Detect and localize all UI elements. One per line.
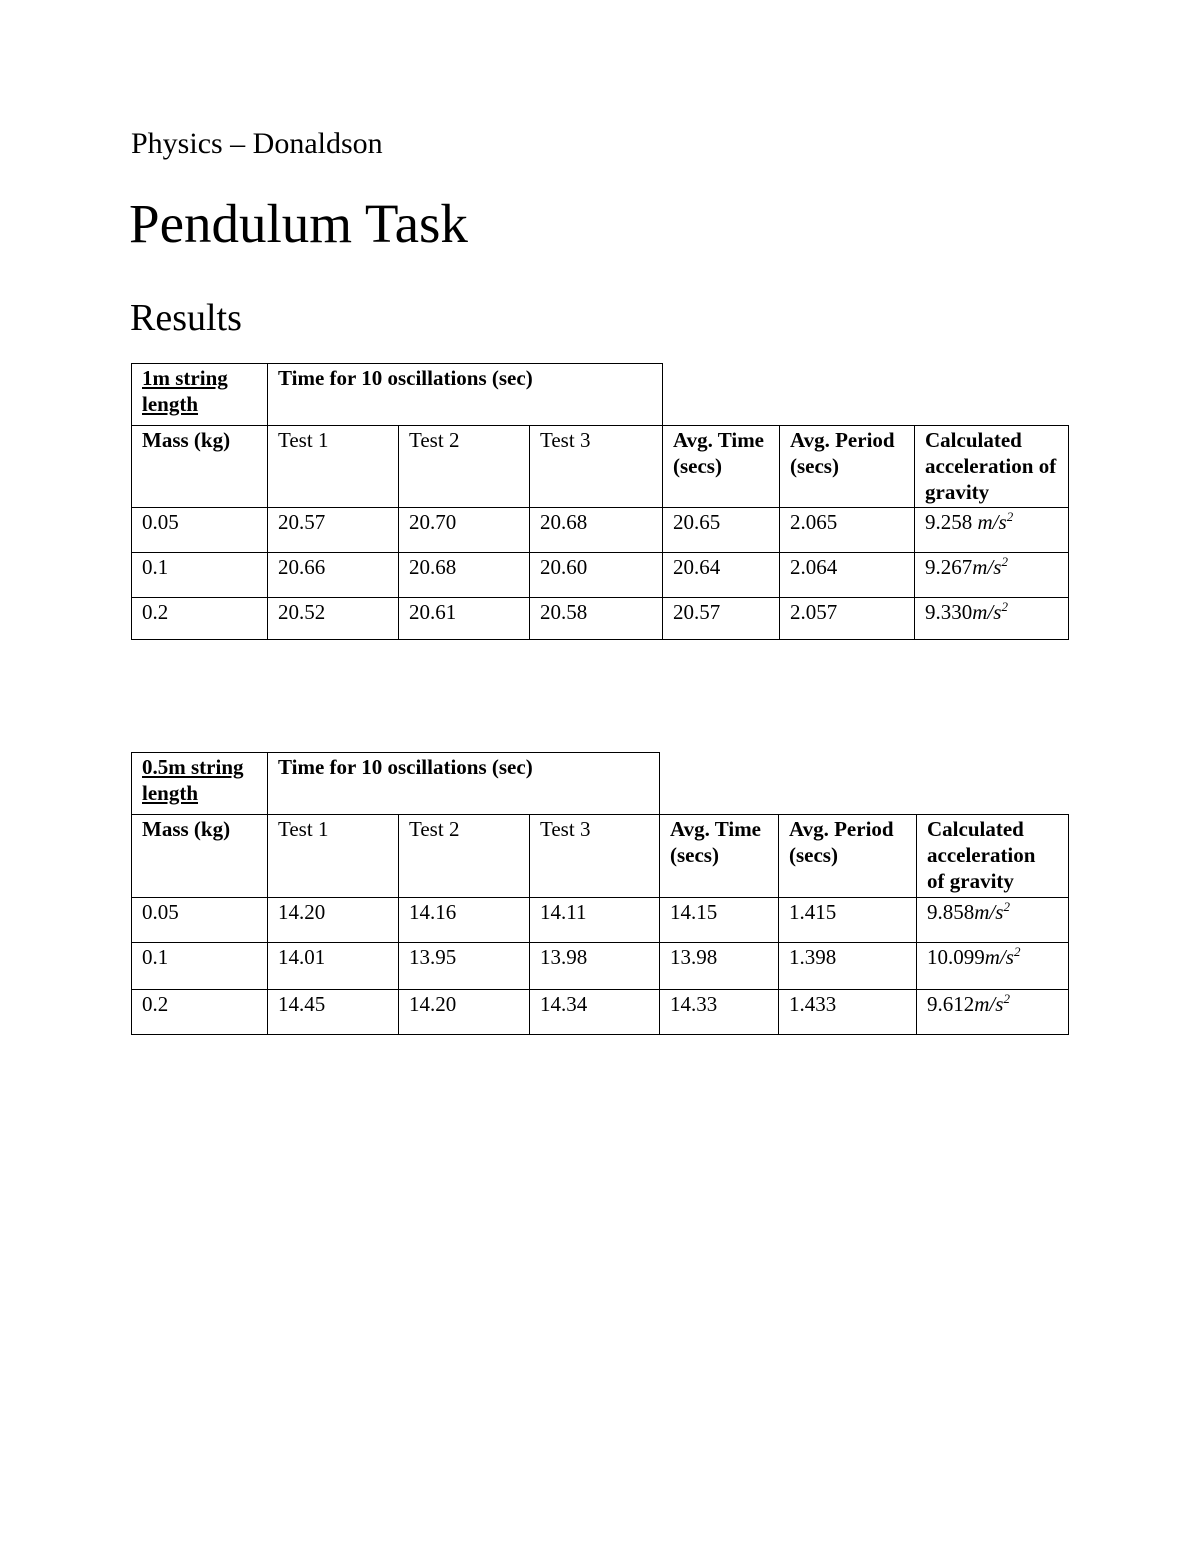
cell-gravity: 9.258 $m/s^2$ (915, 508, 1069, 553)
table-row (132, 508, 1069, 553)
cell-gravity: $9.858m/s^2$ (917, 898, 1069, 943)
cell-avg-time: 13.98 (660, 943, 779, 990)
cell-test3: 14.11 (530, 898, 660, 943)
cell-test3: 13.98 (530, 943, 660, 990)
cell-gravity: $9.612m/s^2$ (917, 990, 1069, 1035)
section-heading-results: Results (130, 297, 242, 339)
column-header-avg-period: Avg. Period (secs) (780, 426, 915, 508)
unit-label: $m/s^2$ (972, 554, 1008, 579)
cell-avg-time: 14.33 (660, 990, 779, 1035)
cell-mass: 0.2 (132, 598, 268, 640)
column-header-test3: Test 3 (530, 426, 663, 508)
unit-label: $m/s^2$ (974, 899, 1010, 924)
column-header-avg-time: Avg. Time (secs) (660, 815, 779, 898)
cell-avg-time: 14.15 (660, 898, 779, 943)
cell-test3: 20.68 (530, 508, 663, 553)
group-header: Time for 10 oscillations (sec) (268, 364, 663, 426)
table-row (132, 990, 1069, 1035)
cell-test2: 14.16 (399, 898, 530, 943)
cell-test3: 20.58 (530, 598, 663, 640)
cell-test1: 20.66 (268, 553, 399, 598)
empty-cell (663, 364, 1069, 426)
column-header-mass: Mass (kg) (132, 426, 268, 508)
column-header-gravity: Calculated acceleration of gravity (917, 815, 1069, 898)
cell-test2: 20.68 (399, 553, 530, 598)
cell-avg-period: 2.057 (780, 598, 915, 640)
document-subtitle: Physics – Donaldson (131, 127, 383, 160)
group-header: Time for 10 oscillations (sec) (268, 753, 660, 815)
unit-label: $m/s^2$ (984, 944, 1021, 969)
table-row (132, 898, 1069, 943)
string-length-label: 1m string length (132, 364, 268, 426)
cell-avg-period: 1.415 (779, 898, 917, 943)
column-header-mass: Mass (kg) (132, 815, 268, 898)
column-header-test1: Test 1 (268, 815, 399, 898)
column-header-gravity: Calculated acceleration of gravity (915, 426, 1069, 508)
cell-test3: 20.60 (530, 553, 663, 598)
document-title: Pendulum Task (129, 193, 468, 254)
column-header-avg-time: Avg. Time (secs) (663, 426, 780, 508)
cell-avg-time: 20.57 (663, 598, 780, 640)
cell-mass: 0.2 (132, 990, 268, 1035)
cell-test2: 14.20 (399, 990, 530, 1035)
cell-test2: 20.61 (399, 598, 530, 640)
cell-test2: 13.95 (399, 943, 530, 990)
cell-test1: 20.52 (268, 598, 399, 640)
column-header-test3: Test 3 (530, 815, 660, 898)
cell-avg-period: 1.398 (779, 943, 917, 990)
cell-mass: 0.1 (132, 943, 268, 990)
table-row (132, 598, 1069, 640)
table-row (132, 553, 1069, 598)
cell-test3: 14.34 (530, 990, 660, 1035)
cell-test2: 20.70 (399, 508, 530, 553)
column-header-test2: Test 2 (399, 815, 530, 898)
cell-test1: 20.57 (268, 508, 399, 553)
cell-avg-time: 20.64 (663, 553, 780, 598)
unit-label: $m/s^2$ (974, 991, 1010, 1016)
results-table-1m (131, 363, 1069, 640)
cell-gravity: $9.267m/s^2$ (915, 553, 1069, 598)
cell-mass: 0.1 (132, 553, 268, 598)
results-table-05m (131, 752, 1069, 1035)
cell-test1: 14.01 (268, 943, 399, 990)
column-header-avg-period: Avg. Period (secs) (779, 815, 917, 898)
table-row (132, 943, 1069, 990)
cell-avg-time: 20.65 (663, 508, 780, 553)
cell-test1: 14.45 (268, 990, 399, 1035)
cell-test1: 14.20 (268, 898, 399, 943)
cell-mass: 0.05 (132, 898, 268, 943)
cell-gravity: $9.330m/s^2$ (915, 598, 1069, 640)
column-header-test2: Test 2 (399, 426, 530, 508)
column-header-test1: Test 1 (268, 426, 399, 508)
cell-avg-period: 2.064 (780, 553, 915, 598)
string-length-label: 0.5m string length (132, 753, 268, 815)
cell-gravity: $10.099m/s^2$ (917, 943, 1069, 990)
cell-avg-period: 2.065 (780, 508, 915, 553)
unit-label: $m/s^2$ (977, 509, 1014, 534)
unit-label: $m/s^2$ (972, 599, 1008, 624)
cell-mass: 0.05 (132, 508, 268, 553)
empty-cell (660, 753, 1069, 815)
cell-avg-period: 1.433 (779, 990, 917, 1035)
